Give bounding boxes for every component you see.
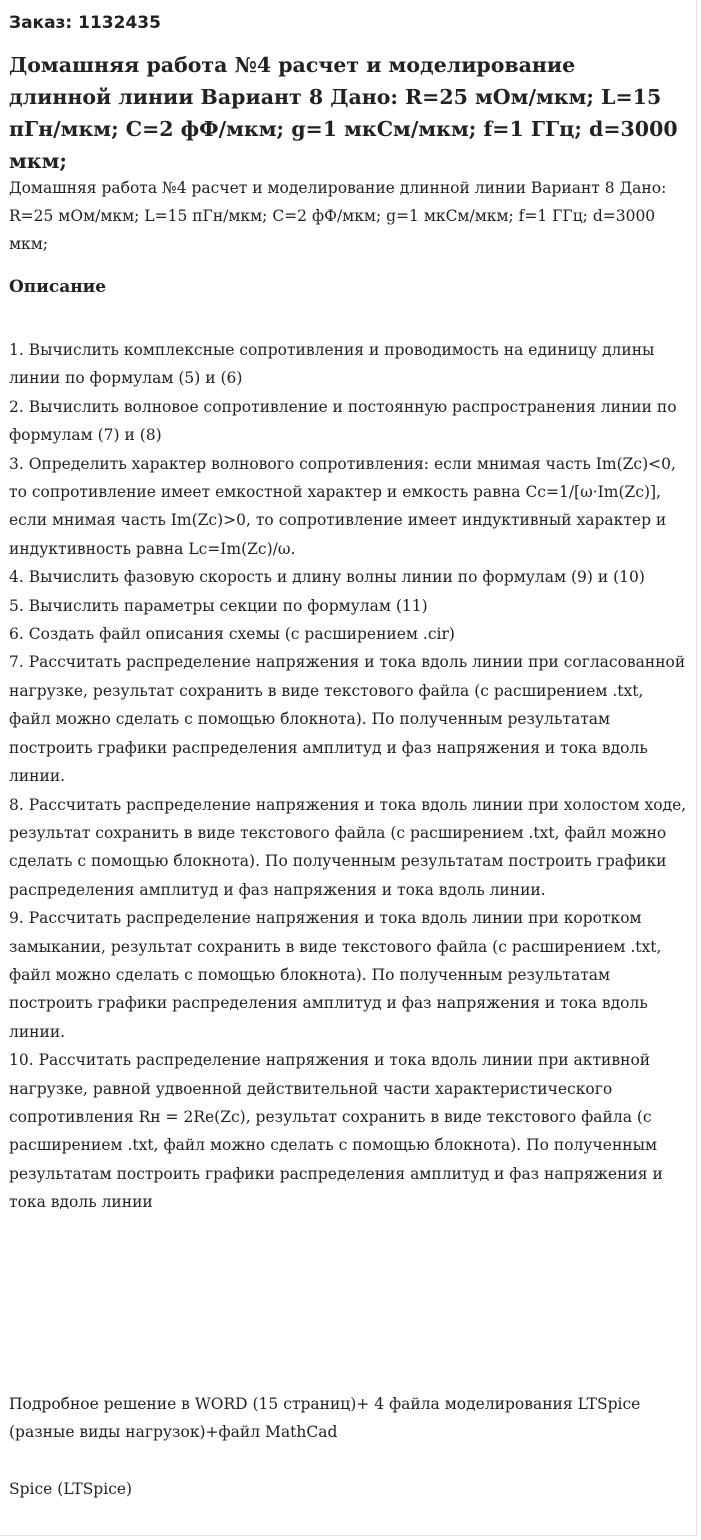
order-number: Заказ: 1132435 — [9, 13, 161, 33]
description-item: 7. Рассчитать распределение напряжения и тока вдоль линии при согласованной нагрузке, результат сохранить в виде текстового файла (с расширением .txt, файл можно сделать с помощью блокнота). По полученным результатам построить графики распределения амплитуд и фаз напряжения и тока вдоль линии. — [9, 653, 686, 786]
description-item: 3. Определить характер волнового сопротивления: если мнимая часть Im(Zc)<0, то сопротивление имеет емкостной характер и емкость равна Cc=1/[ω·Im(Zc)], если мнимая часть Im(Zc)>0, то сопротивление имеет индуктивный характер и индуктивность равна Lc=Im(Zc)/ω. — [9, 454, 676, 558]
description-heading: Описание — [9, 277, 107, 297]
description-list — [9, 336, 689, 1217]
category-label: Spice (LTSpice) — [9, 1480, 133, 1498]
description-item: 10. Рассчитать распределение напряжения и тока вдоль линии при активной нагрузке, равной удвоенной действительной части характеристического сопротивления Rн = 2Re(Zc), результат сохранить в виде текстового файла (с расширением .txt, файл можно сделать с помощью блокнота). По полученным результатам построить графики распределения амплитуд и фаз напряжения и тока вдоль линии — [9, 1051, 663, 1212]
description-item: 4. Вычислить фазовую скорость и длину волны линии по формулам (9) и (10) — [9, 568, 645, 587]
description-item: 8. Рассчитать распределение напряжения и тока вдоль линии при холостом ходе, результат сохранить в виде текстового файла (с расширением .txt, файл можно сделать с помощью блокнота). По полученным результатам построить графики распределения амплитуд и фаз напряжения и тока вдоль линии. — [9, 795, 687, 899]
description-item: 2. Вычислить волновое сопротивление и постоянную распространения линии по формулам (7) и (8) — [9, 397, 677, 445]
page-subtitle: Домашняя работа №4 расчет и моделирование длинной линии Вариант 8 Дано: R=25 мОм/мкм; L=15 пГн/мкм; C=2 фФ/мкм; g=1 мкСм/мкм; f=1 ГГц; d=3000 мкм; — [9, 179, 667, 253]
solution-note: Подробное решение в WORD (15 страниц)+ 4 файла моделирования LTSpice (разные виды нагрузок)+файл MathCad — [9, 1395, 641, 1442]
description-item: 5. Вычислить параметры секции по формулам (11) — [9, 596, 428, 615]
description-item: 6. Создать файл описания схемы (с расширением .cir) — [9, 625, 455, 644]
page-title: Домашняя работа №4 расчет и моделирование длинной линии Вариант 8 Дано: R=25 мОм/мкм; L=15 пГн/мкм; C=2 фФ/мкм; g=1 мкСм/мкм; f=1 ГГц; d=3000 мкм; — [9, 53, 678, 173]
description-item: 9. Рассчитать распределение напряжения и тока вдоль линии при коротком замыкании, результат сохранить в виде текстового файла (с расширением .txt, файл можно сделать с помощью блокнота). По полученным результатам построить графики распределения амплитуд и фаз напряжения и тока вдоль линии. — [9, 909, 662, 1041]
description-item: 1. Вычислить комплексные сопротивления и проводимость на единицу длины линии по формулам (5) и (6) — [9, 341, 655, 388]
